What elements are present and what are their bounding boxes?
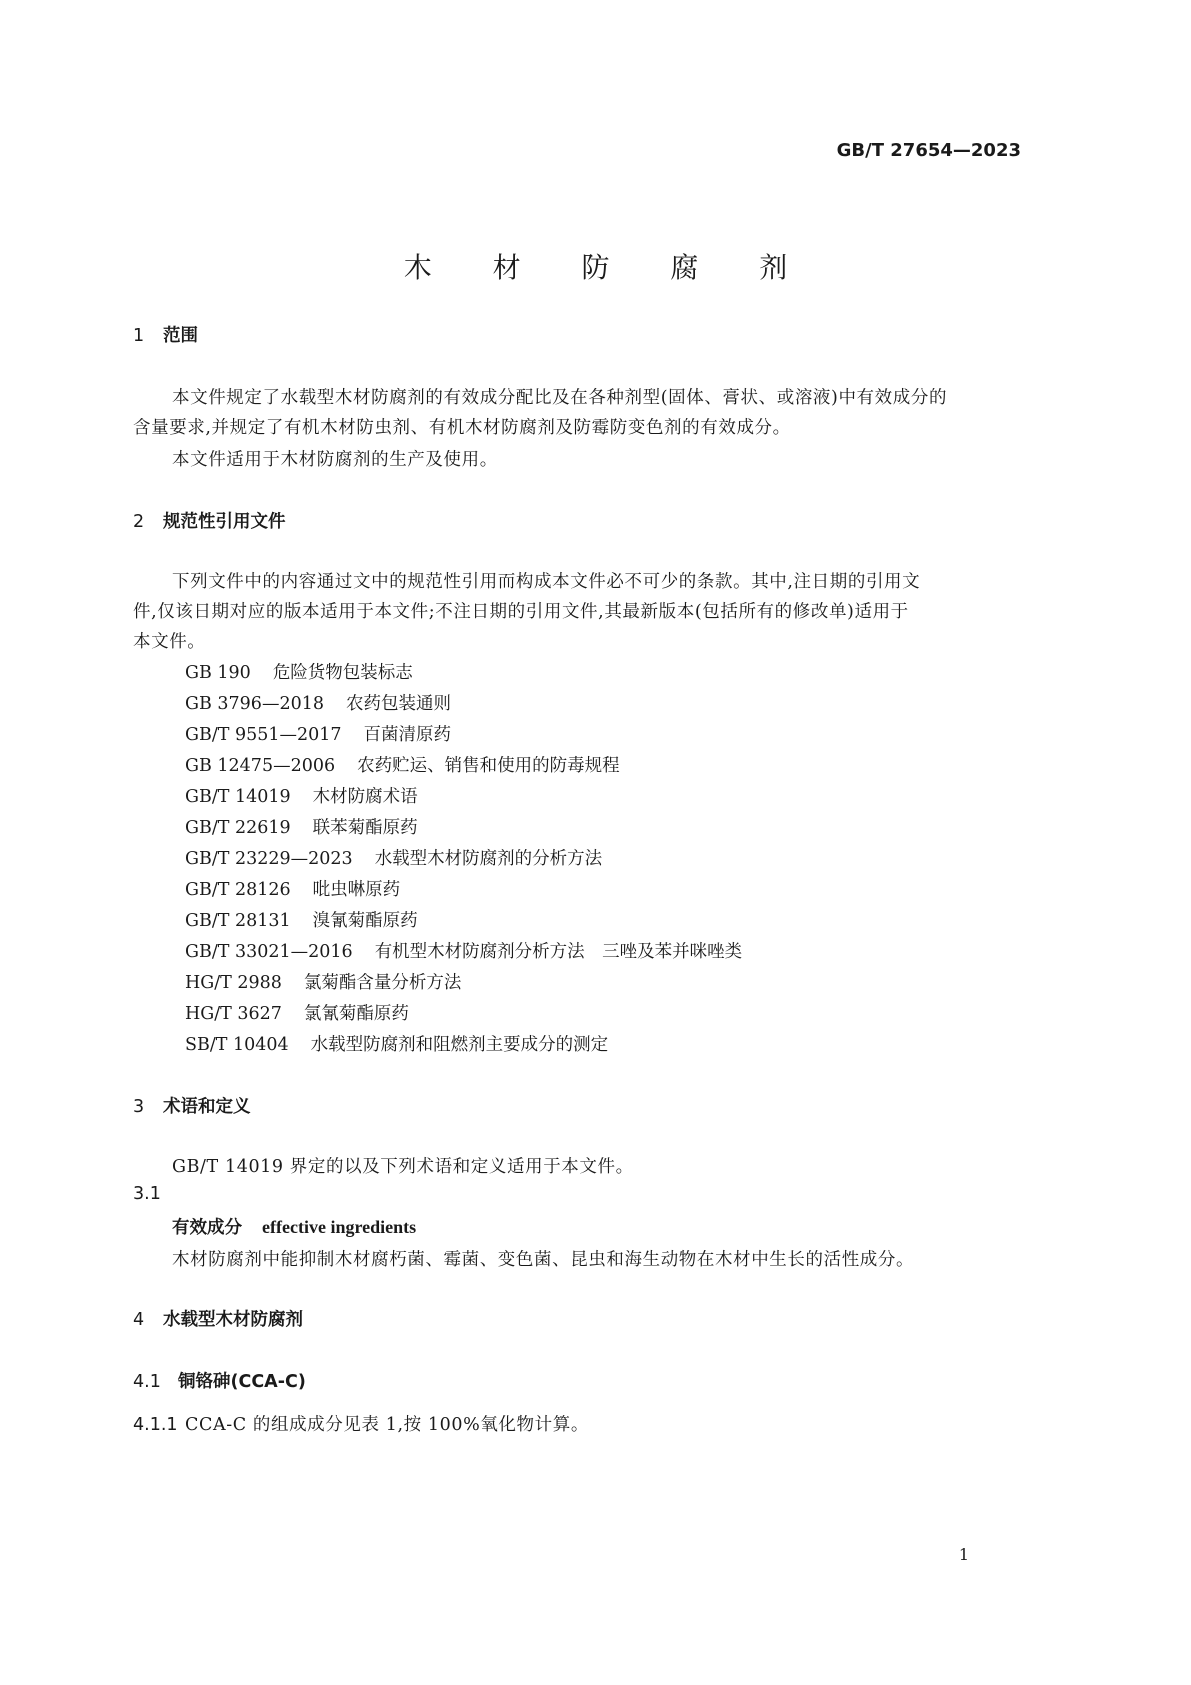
reference-item — [185, 969, 461, 994]
reference-item — [185, 845, 602, 870]
reference-code: GB/T 9551—2017 — [185, 725, 342, 745]
section-1-paragraph-1-line-2: 含量要求,并规定了有机木材防虫剂、有机木材防腐剂及防霉防变色剂的有效成分。 — [133, 418, 791, 438]
clause-text: CCA-C 的组成成分见表 1,按 100%氧化物计算。 — [185, 1415, 589, 1435]
reference-code: GB/T 14019 — [185, 787, 291, 807]
reference-code: HG/T 2988 — [185, 973, 282, 993]
document-title: 木 材 防 腐 剂 — [403, 251, 814, 284]
section-2-intro-line-1: 下列文件中的内容通过文中的规范性引用而构成本文件必不可少的条款。其中,注日期的引用文 — [172, 572, 921, 592]
reference-item — [185, 721, 451, 746]
reference-title: 氯氰菊酯原药 — [303, 1004, 409, 1024]
term-definition: 木材防腐剂中能抑制木材腐朽菌、霉菌、变色菌、昆虫和海生动物在木材中生长的活性成分。 — [172, 1250, 915, 1270]
term-entry — [172, 1214, 416, 1239]
reference-item — [185, 814, 418, 839]
reference-title: 农药贮运、销售和使用的防毒规程 — [357, 756, 620, 776]
reference-code: SB/T 10404 — [185, 1035, 289, 1055]
reference-title: 木材防腐术语 — [312, 787, 418, 807]
term-english: effective ingredients — [262, 1217, 417, 1237]
section-title: 范围 — [163, 326, 198, 346]
standard-code: GB/T 27654—2023 — [836, 140, 1021, 161]
reference-title: 百菌清原药 — [363, 725, 452, 745]
subsection-number: 4.1 — [133, 1372, 161, 1392]
reference-item — [185, 752, 620, 777]
section-1-paragraph-1-line-1: 本文件规定了水载型木材防腐剂的有效成分配比及在各种剂型(固体、膏状、或溶液)中有效成分的 — [172, 388, 948, 408]
reference-item — [185, 1031, 608, 1056]
reference-item — [185, 938, 742, 963]
reference-code: GB 3796—2018 — [185, 694, 324, 714]
reference-code: HG/T 3627 — [185, 1004, 282, 1024]
reference-title: 水载型防腐剂和阻燃剂主要成分的测定 — [310, 1035, 609, 1055]
term-chinese: 有效成分 — [172, 1218, 242, 1238]
section-number: 3 — [133, 1097, 145, 1117]
clause-number: 4.1.1 — [133, 1415, 178, 1435]
section-2-intro-line-3: 本文件。 — [133, 632, 206, 652]
section-3-intro: GB/T 14019 界定的以及下列术语和定义适用于本文件。 — [172, 1157, 634, 1177]
reference-code: GB 190 — [185, 663, 251, 683]
section-title: 术语和定义 — [163, 1097, 251, 1117]
reference-code: GB/T 33021—2016 — [185, 942, 353, 962]
reference-title: 氯菊酯含量分析方法 — [303, 973, 462, 993]
section-title: 水载型木材防腐剂 — [163, 1310, 303, 1330]
reference-code: GB/T 22619 — [185, 818, 291, 838]
reference-code: GB/T 23229—2023 — [185, 849, 353, 869]
section-1-heading — [133, 322, 198, 347]
reference-code: GB/T 28126 — [185, 880, 291, 900]
reference-title: 水载型木材防腐剂的分析方法 — [374, 849, 603, 869]
subsection-title: 铜铬砷(CCA-C) — [178, 1372, 306, 1392]
clause-4-1-1 — [133, 1411, 589, 1436]
section-title: 规范性引用文件 — [163, 512, 286, 532]
reference-title: 危险货物包装标志 — [272, 663, 413, 683]
reference-code: GB/T 28131 — [185, 911, 291, 931]
reference-title: 吡虫啉原药 — [312, 880, 401, 900]
section-number: 1 — [133, 326, 145, 346]
subsection-4-1-heading — [133, 1368, 306, 1393]
section-2-intro-line-2: 件,仅该日期对应的版本适用于本文件;不注日期的引用文件,其最新版本(包括所有的修改单)适用于 — [133, 602, 909, 622]
reference-item — [185, 783, 418, 808]
term-number: 3.1 — [133, 1184, 161, 1204]
section-2-heading — [133, 508, 286, 533]
section-1-paragraph-2: 本文件适用于木材防腐剂的生产及使用。 — [172, 450, 498, 470]
section-3-heading — [133, 1093, 251, 1118]
reference-title: 有机型木材防腐剂分析方法 三唑及苯并咪唑类 — [374, 942, 743, 962]
reference-title: 联苯菊酯原药 — [312, 818, 418, 838]
reference-item — [185, 1000, 409, 1025]
reference-code: GB 12475—2006 — [185, 756, 336, 776]
section-4-heading — [133, 1306, 303, 1331]
reference-item — [185, 690, 451, 715]
page-number: 1 — [958, 1545, 969, 1564]
reference-item — [185, 907, 418, 932]
reference-item — [185, 659, 413, 684]
section-number: 2 — [133, 512, 145, 532]
reference-title: 农药包装通则 — [345, 694, 451, 714]
section-number: 4 — [133, 1310, 145, 1330]
reference-item — [185, 876, 400, 901]
reference-title: 溴氰菊酯原药 — [312, 911, 418, 931]
